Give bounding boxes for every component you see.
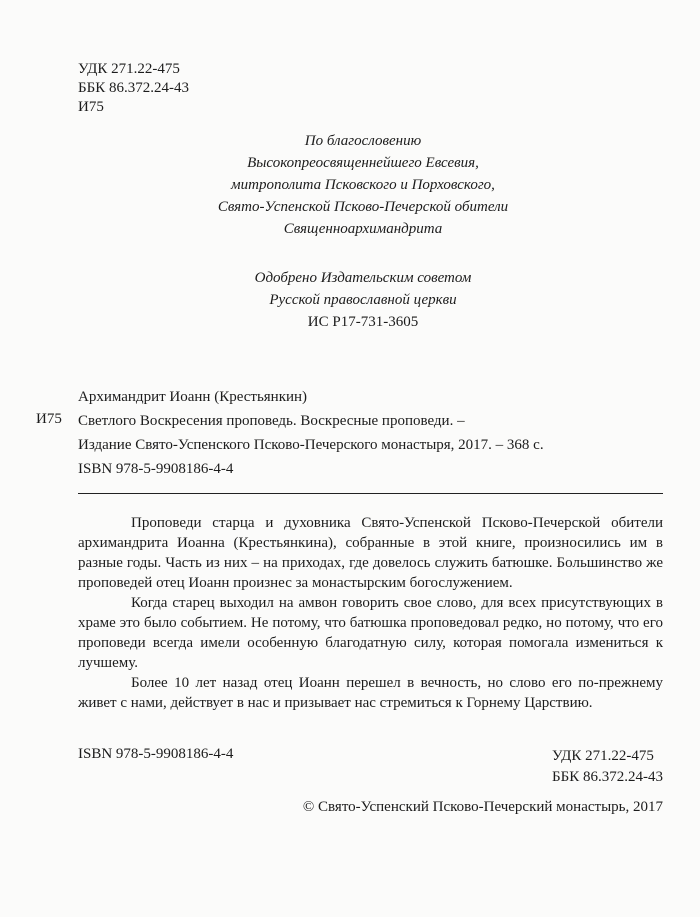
author-mark: И75: [78, 99, 104, 115]
blessing-block: [13, 130, 700, 240]
blessing-line: Высокопреосвященнейшего Евсевия,: [247, 155, 479, 171]
footer-udk: УДК 271.22-475: [552, 748, 654, 764]
annotation-paragraph: Более 10 лет назад отец Иоанн перешел в вечность, но слово его по-прежнему живет с нами, действует в нас и призывает нас стремиться к Горнему Царствию.: [78, 675, 663, 711]
bibliographic-isbn: ISBN 978-5-9908186-4-4: [78, 461, 234, 477]
bibliographic-entry: [78, 385, 544, 481]
approval-code: ИС Р17-731-3605: [307, 314, 419, 330]
footer-classification-codes: [552, 746, 663, 788]
blessing-line: Свято-Успенской Псково-Печерской обители: [217, 199, 509, 215]
bibliographic-author: Архимандрит Иоанн (Крестьянкин): [78, 389, 308, 405]
footer-bbk: ББК 86.372.24-43: [552, 769, 663, 785]
approval-block: [13, 267, 700, 333]
annotation-text: [78, 513, 663, 713]
copyright-notice: © Свято-Успенский Псково-Печерский монастырь, 2017: [302, 799, 663, 815]
approval-line: Русской православной церкви: [269, 292, 457, 308]
bbk-code: ББК 86.372.24-43: [78, 80, 189, 96]
bibliographic-publisher: Издание Свято-Успенского Псково-Печерского монастыря, 2017. – 368 с.: [78, 437, 544, 453]
udk-code: УДК 271.22-475: [78, 61, 180, 77]
bibliographic-author-mark: И75: [36, 411, 62, 427]
approval-line: Одобрено Издательским советом: [254, 270, 472, 286]
divider-rule: [78, 493, 663, 494]
footer-isbn: ISBN 978-5-9908186-4-4: [78, 746, 234, 762]
bibliographic-title: Светлого Воскресения проповедь. Воскресные проповеди. –: [78, 413, 465, 429]
blessing-line: Священноархимандрита: [283, 221, 443, 237]
classification-codes: [78, 60, 189, 117]
annotation-paragraph: Проповеди старца и духовника Свято-Успенской Псково-Печерской обители архимандрита Иоанна (Крестьянкина), собранные в этой книге, произносились им в разные годы. Часть из них – на приходах, где довелось служить батюшке. Большинство же проповедей отец Иоанн произнес за монастырским богослужением.: [78, 515, 663, 591]
blessing-line: митрополита Псковского и Порховского,: [231, 177, 495, 193]
blessing-line: По благословению: [304, 133, 422, 149]
annotation-paragraph: Когда старец выходил на амвон говорить свое слово, для всех присутствующих в храме это было событием. Не потому, что батюшка проповедовал редко, но потому, что его проповеди всегда имели особенную благодатную силу, которая помогала измениться к лучшему.: [78, 595, 663, 671]
